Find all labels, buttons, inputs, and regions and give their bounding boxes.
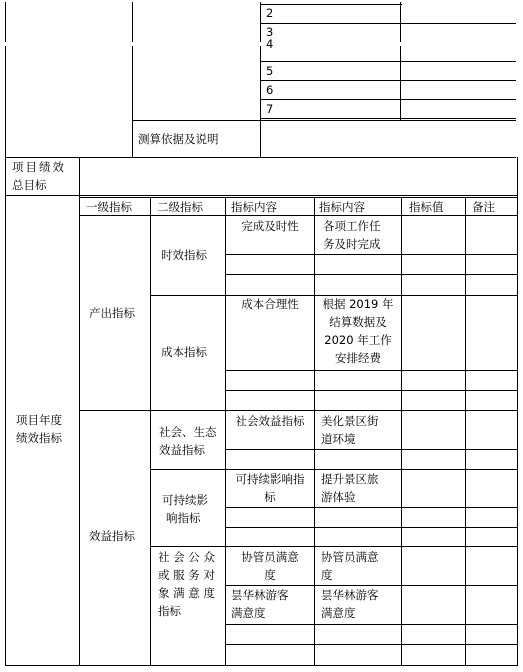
table-rule [79, 157, 80, 198]
table-rule [260, 23, 516, 24]
table-rule [225, 254, 518, 255]
table-rule [225, 390, 518, 391]
row-number-7: 7 [266, 102, 274, 116]
row-number-6: 6 [266, 83, 274, 97]
row-number-5: 5 [266, 64, 274, 78]
annual-indicators-label-2: 绩效指标 [16, 431, 62, 445]
level2-satisfaction-3: 象 满 意 度 [158, 586, 215, 600]
scan-gap [402, 2, 523, 5]
detail-cost-3: 2020 年工作 [324, 333, 392, 347]
level2-satisfaction: 社 会 公 众 [158, 550, 215, 564]
level2-satisfaction-4: 指标 [158, 604, 181, 618]
level2-social: 社会、生态 [159, 425, 217, 439]
header-remark: 备注 [472, 200, 495, 214]
content-sustain-2: 标 [264, 490, 276, 504]
table-rule [260, 80, 516, 81]
table-rule [79, 410, 518, 411]
detail-timeliness: 各项工作任 [323, 219, 381, 233]
perf-goal-label-2: 总目标 [12, 178, 47, 192]
table-rule [5, 157, 516, 158]
content-timeliness: 完成及时性 [241, 219, 299, 233]
content-tourist-satisfaction: 昙华林游客 [231, 588, 289, 602]
detail-cost-4: 安排经费 [335, 351, 381, 365]
content-social: 社会效益指标 [235, 414, 305, 428]
row-number-4: 4 [266, 37, 274, 51]
header-level1: 一级指标 [86, 200, 132, 214]
content-tourist-satisfaction-2: 满意度 [231, 606, 266, 620]
detail-sustain: 提升景区旅 [321, 472, 379, 486]
detail-staff-satisfaction: 协管员满意 [321, 550, 379, 564]
detail-tourist-satisfaction-2: 满意度 [321, 606, 356, 620]
header-level2: 二级指标 [157, 200, 203, 214]
detail-cost: 根据 2019 年 [322, 297, 394, 311]
header-content-2: 指标内容 [319, 200, 365, 214]
level2-satisfaction-2: 或 服 务 对 [158, 568, 215, 582]
level1-output: 产出指标 [89, 306, 135, 320]
perf-goal-label: 项目绩效 [12, 160, 66, 174]
calc-basis-label: 测算依据及说明 [138, 132, 219, 146]
detail-social-2: 道环境 [321, 432, 356, 446]
table-rule [517, 197, 518, 666]
table-rule [225, 644, 518, 645]
row-number-3: 3 [266, 25, 274, 39]
detail-tourist-satisfaction: 昙华林游客 [321, 588, 379, 602]
detail-staff-satisfaction-2: 度 [321, 568, 333, 582]
table-rule [79, 665, 518, 666]
table-rule [132, 120, 516, 121]
detail-sustain-2: 游体验 [321, 490, 356, 504]
detail-social: 美化景区街 [321, 414, 379, 428]
level2-sustain: 可持续影 [162, 493, 208, 507]
table-rule [150, 546, 518, 547]
content-staff-satisfaction-2: 度 [264, 568, 276, 582]
level2-cost: 成本指标 [161, 345, 207, 359]
table-rule [5, 157, 6, 198]
content-staff-satisfaction: 协管员满意 [241, 550, 299, 564]
detail-timeliness-2: 务及时完成 [323, 237, 381, 251]
table-rule [79, 215, 518, 216]
table-rule [401, 197, 402, 666]
table-rule [5, 2, 6, 158]
table-rule [225, 197, 226, 666]
header-value: 指标值 [409, 200, 444, 214]
table-rule [225, 585, 518, 586]
content-sustain: 可持续影响指 [235, 472, 305, 486]
level2-timeliness: 时效指标 [161, 248, 207, 262]
header-content-1: 指标内容 [231, 200, 277, 214]
level1-benefit: 效益指标 [89, 529, 135, 543]
table-rule [150, 469, 518, 470]
table-rule [225, 274, 518, 275]
table-rule [314, 197, 315, 666]
scan-gap [0, 42, 522, 46]
level2-social-2: 效益指标 [159, 443, 205, 457]
table-rule [132, 2, 133, 158]
table-rule [5, 665, 80, 666]
scan-gap [502, 42, 523, 44]
table-rule [5, 195, 518, 196]
table-rule [260, 118, 401, 119]
table-rule [517, 157, 518, 198]
table-rule [400, 118, 516, 119]
table-rule [465, 197, 466, 666]
table-rule [225, 507, 518, 508]
table-rule [225, 527, 518, 528]
table-rule [225, 624, 518, 625]
table-rule [225, 449, 518, 450]
row-number-2: 2 [266, 6, 274, 20]
table-rule [260, 99, 516, 100]
table-rule [79, 195, 80, 666]
level2-sustain-2: 响指标 [166, 511, 201, 525]
table-rule [5, 195, 6, 666]
annual-indicators-label: 项目年度 [16, 413, 62, 427]
table-rule [79, 197, 518, 198]
table-rule [260, 61, 516, 62]
content-cost: 成本合理性 [241, 297, 299, 311]
table-rule [225, 370, 518, 371]
detail-cost-2: 结算数据及 [329, 315, 387, 329]
table-rule [150, 197, 151, 666]
